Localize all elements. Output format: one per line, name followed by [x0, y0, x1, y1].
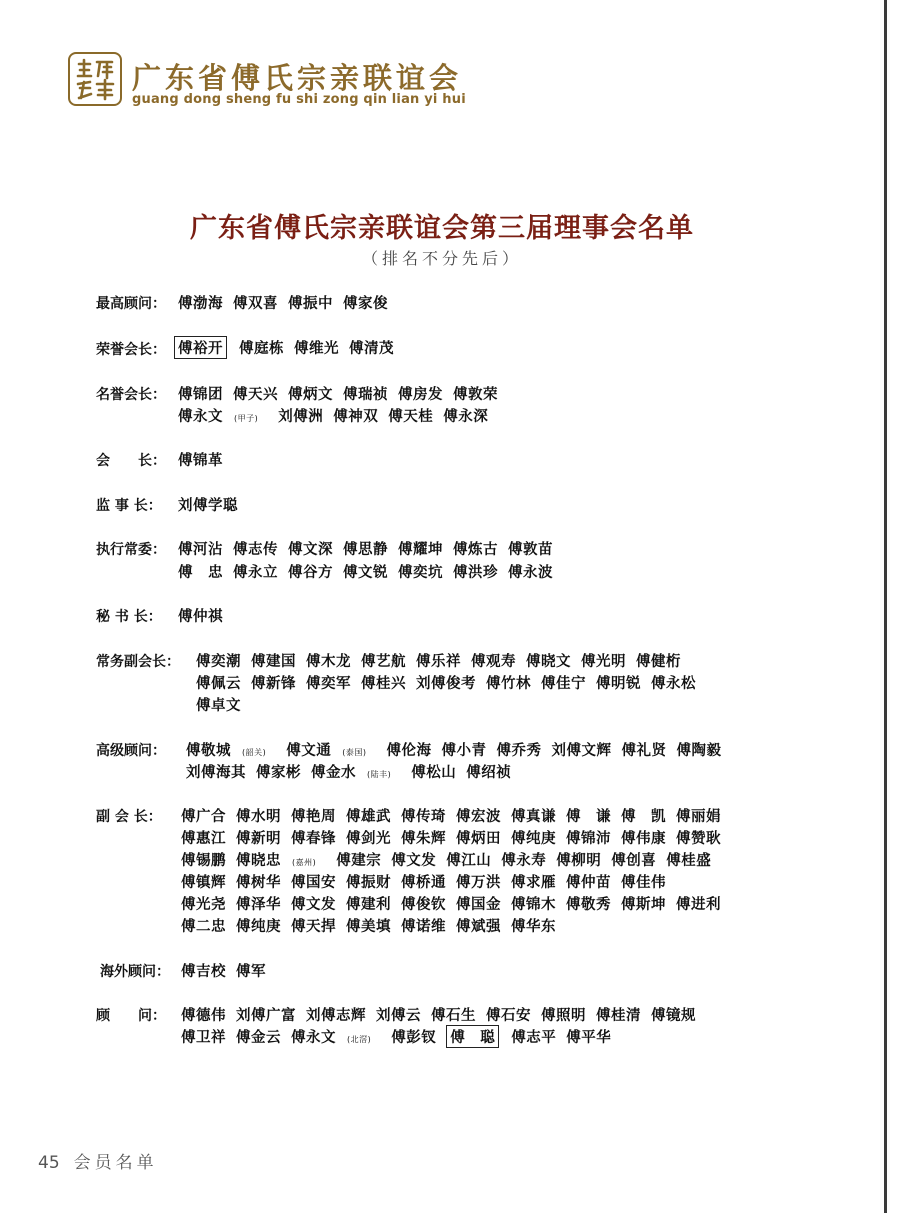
member-name: 傅天兴: [233, 387, 278, 403]
member-name: 傅斯坤: [621, 897, 666, 913]
member-name: 傅敦荣: [453, 387, 498, 403]
member-name: [236, 849, 326, 870]
member-name: 傅维光: [294, 341, 339, 357]
member-note: (甲子): [234, 414, 259, 423]
member-note: (陆丰): [367, 770, 392, 779]
member-name: 傅永深: [443, 409, 489, 425]
member-note: (北滘): [347, 1035, 372, 1044]
name-line: [181, 871, 676, 892]
member-name: 傅佩云: [196, 676, 241, 692]
member-note: (韶关): [242, 748, 267, 757]
section-label: 秘 书 长：: [96, 609, 162, 625]
member-name: 傅雄武: [346, 809, 391, 825]
member-name: 傅晓文: [526, 654, 571, 670]
member-name: 傅丽娟: [676, 809, 721, 825]
member-name: 刘傅志辉: [306, 1008, 366, 1024]
member-name: 傅伦海: [386, 743, 432, 759]
member-name: 傅礼贤: [621, 743, 667, 759]
section-label: 高级顾问：: [96, 743, 166, 759]
member-name: 傅谷方: [288, 565, 333, 581]
member-note: (嘉州): [292, 858, 317, 867]
section-label: 顾 问：: [96, 1008, 166, 1024]
member-name: 傅振中: [288, 296, 333, 312]
member-name: 傅志平: [511, 1030, 557, 1046]
member-name: 傅真谦: [511, 809, 556, 825]
name-line: [178, 449, 233, 470]
member-name: 傅文发: [391, 853, 437, 869]
member-name: 傅泽华: [236, 897, 281, 913]
member-name: 傅光明: [581, 654, 626, 670]
member-name: 傅建利: [346, 897, 391, 913]
footer-section-title: 会员名单: [73, 1153, 158, 1173]
member-name: 傅进利: [676, 897, 721, 913]
member-name: 傅天捍: [291, 919, 336, 935]
member-name: [291, 1026, 381, 1047]
member-name: 傅天桂: [388, 409, 434, 425]
member-name: 傅松山: [411, 765, 457, 781]
member-name: 傅锦团: [178, 387, 223, 403]
member-name: 傅广合: [181, 809, 226, 825]
member-name: 傅文锐: [343, 565, 388, 581]
name-line: [181, 960, 276, 981]
member-name-text: 傅晓忠: [236, 853, 281, 869]
member-name: 傅清茂: [349, 341, 394, 357]
member-name: 傅志传: [233, 542, 278, 558]
member-name: 傅明锐: [596, 676, 641, 692]
name-line: [196, 672, 706, 693]
member-name: 傅美填: [346, 919, 391, 935]
name-line: [178, 405, 498, 426]
name-line: [181, 893, 731, 914]
member-name: 傅健桁: [636, 654, 681, 670]
member-name: 傅房发: [398, 387, 443, 403]
member-name: 傅新锋: [251, 676, 296, 692]
name-line: [196, 650, 691, 671]
member-name: 傅水明: [236, 809, 281, 825]
member-name: 傅敬秀: [566, 897, 611, 913]
member-name: 傅耀坤: [398, 542, 443, 558]
member-name: [178, 405, 268, 426]
name-line: [181, 915, 566, 936]
name-line: [178, 561, 563, 582]
member-name: 傅江山: [446, 853, 492, 869]
member-name: 傅佳伟: [621, 875, 666, 891]
member-name: 傅 忠: [178, 565, 223, 581]
member-name: 傅新明: [236, 831, 281, 847]
member-name: 傅国安: [291, 875, 336, 891]
member-name: 傅镜规: [651, 1008, 696, 1024]
member-name: 傅锡鹏: [181, 853, 226, 869]
member-name: 傅卓文: [196, 698, 241, 714]
member-name: 傅炼古: [453, 542, 498, 558]
member-name: 傅仲苗: [566, 875, 611, 891]
member-name: 傅艺航: [361, 654, 406, 670]
member-name: 傅柳明: [556, 853, 602, 869]
member-name: [311, 761, 401, 782]
member-name: 傅文发: [291, 897, 336, 913]
name-line: [181, 1004, 706, 1025]
member-name: 傅神双: [333, 409, 379, 425]
member-name: 傅渤海: [178, 296, 223, 312]
member-name: 傅树华: [236, 875, 281, 891]
member-name: 傅剑光: [346, 831, 391, 847]
member-name: 傅锦沛: [566, 831, 611, 847]
member-name: 傅吉校: [181, 964, 226, 980]
name-line: [181, 849, 721, 870]
member-name-text: 傅敬城: [186, 743, 231, 759]
page-edge-divider: [884, 0, 887, 1213]
member-name: 傅桂盛: [666, 853, 712, 869]
name-line: [174, 336, 404, 359]
member-name: 傅卫祥: [181, 1030, 226, 1046]
section-label: 监 事 长：: [96, 498, 162, 514]
member-name: 傅小青: [441, 743, 487, 759]
member-name: 傅照明: [541, 1008, 586, 1024]
member-name: 刘傅广富: [236, 1008, 296, 1024]
member-name: 傅朱辉: [401, 831, 446, 847]
member-name: 傅锦木: [511, 897, 556, 913]
member-name: 傅锦革: [178, 453, 223, 469]
member-note: (泰国): [342, 748, 367, 757]
member-name: 傅木龙: [306, 654, 351, 670]
member-name: 傅求雁: [511, 875, 556, 891]
member-name: [286, 739, 376, 760]
member-name: 傅思静: [343, 542, 388, 558]
member-name: 刘傅学聪: [178, 498, 238, 514]
member-name: 傅永波: [508, 565, 553, 581]
member-name: 傅镇辉: [181, 875, 226, 891]
member-name: 傅创喜: [611, 853, 657, 869]
member-name: 傅振财: [346, 875, 391, 891]
member-name: 傅华东: [511, 919, 556, 935]
member-name: 傅桂兴: [361, 676, 406, 692]
member-name: 傅惠江: [181, 831, 226, 847]
member-name: 傅文深: [288, 542, 333, 558]
section-label: 海外顾问：: [100, 964, 170, 980]
member-name: 傅宏波: [456, 809, 501, 825]
member-name: 傅陶毅: [676, 743, 722, 759]
section-label: 常务副会长：: [96, 654, 180, 670]
member-name: 傅赞耿: [676, 831, 721, 847]
member-name: 傅建国: [251, 654, 296, 670]
member-name: 傅观寿: [471, 654, 516, 670]
name-line: [178, 383, 508, 404]
seal-logo-icon: [68, 52, 122, 106]
member-name: 傅石生: [431, 1008, 476, 1024]
member-name: 傅庭栋: [239, 341, 284, 357]
member-name: 傅炳文: [288, 387, 333, 403]
member-name-text: 傅文通: [286, 743, 332, 759]
member-name: 傅 凯: [621, 809, 666, 825]
member-name: 傅双喜: [233, 296, 278, 312]
section-label: 荣誉会长：: [96, 342, 166, 358]
member-name: [186, 739, 276, 760]
member-name-boxed: 傅裕开: [174, 336, 227, 359]
name-line: [178, 605, 233, 626]
member-name: 傅奕坑: [398, 565, 443, 581]
member-name: 刘傅文辉: [551, 743, 612, 759]
member-name: 傅斌强: [456, 919, 501, 935]
member-name: 傅仲祺: [178, 609, 223, 625]
member-name: 傅佳宁: [541, 676, 586, 692]
section-label: 执行常委：: [96, 542, 166, 558]
brand-name-chinese: 广东省傅氏宗亲联谊会: [132, 61, 463, 95]
member-name: 傅竹林: [486, 676, 531, 692]
member-name: 刘傅洲: [278, 409, 324, 425]
member-name: 刘傅海其: [186, 765, 246, 781]
member-name: 傅桂清: [596, 1008, 641, 1024]
member-name: 傅乔秀: [496, 743, 542, 759]
member-name: 傅传琦: [401, 809, 446, 825]
page-footer: [38, 1148, 158, 1173]
member-name: 傅敦苗: [508, 542, 553, 558]
member-name: 傅二忠: [181, 919, 226, 935]
member-name: 傅艳周: [291, 809, 336, 825]
member-name: 傅军: [236, 964, 266, 980]
section-label: 副 会 长：: [96, 809, 162, 825]
name-line: [186, 739, 732, 760]
member-name: 傅永寿: [501, 853, 547, 869]
member-name-text: 傅永文: [291, 1030, 336, 1046]
section-label: 会 长：: [96, 453, 166, 469]
name-line: [181, 1025, 621, 1048]
name-line: [181, 805, 731, 826]
name-line: [181, 827, 731, 848]
member-name-boxed: 傅 聪: [446, 1025, 499, 1048]
member-name: 刘傅俊考: [416, 676, 476, 692]
member-name: 傅俊钦: [401, 897, 446, 913]
brand-name-pinyin: guang dong sheng fu shi zong qin lian yi hui: [132, 92, 466, 107]
member-name: 傅光尧: [181, 897, 226, 913]
document-title: 广东省傅氏宗亲联谊会第三届理事会名单: [190, 213, 694, 244]
member-name: 傅春锋: [291, 831, 336, 847]
member-name: 傅河沾: [178, 542, 223, 558]
page-number: 45: [38, 1153, 60, 1173]
member-name: 傅奕潮: [196, 654, 241, 670]
document-subtitle: （排名不分先后）: [361, 249, 522, 268]
member-name: 傅石安: [486, 1008, 531, 1024]
header-logo: [68, 52, 548, 112]
member-name: 傅永立: [233, 565, 278, 581]
section-label: 名誉会长：: [96, 387, 166, 403]
section-label: 最高顾问：: [96, 296, 166, 312]
member-name: 傅奕军: [306, 676, 351, 692]
member-name: 傅绍祯: [466, 765, 512, 781]
member-name: 刘傅云: [376, 1008, 421, 1024]
name-line: [196, 694, 251, 715]
member-name: 傅德伟: [181, 1008, 226, 1024]
member-name: 傅桥通: [401, 875, 446, 891]
member-name: 傅家彬: [256, 765, 301, 781]
member-name: 傅纯庚: [511, 831, 556, 847]
member-name: 傅金云: [236, 1030, 281, 1046]
member-name-text: 傅金水: [311, 765, 356, 781]
member-name: 傅洪珍: [453, 565, 498, 581]
name-line: [178, 538, 563, 559]
member-name: 傅诺维: [401, 919, 446, 935]
member-name: 傅永松: [651, 676, 696, 692]
member-name-text: 傅永文: [178, 409, 223, 425]
member-name: 傅彭钗: [391, 1030, 437, 1046]
member-name: 傅乐祥: [416, 654, 461, 670]
member-name: 傅家俊: [343, 296, 388, 312]
member-name: 傅纯庚: [236, 919, 281, 935]
member-name: 傅平华: [566, 1030, 612, 1046]
member-name: 傅瑞祯: [343, 387, 388, 403]
member-name: 傅伟康: [621, 831, 666, 847]
name-line: [186, 761, 521, 782]
member-name: 傅建宗: [336, 853, 382, 869]
member-name: 傅国金: [456, 897, 501, 913]
member-name: 傅炳田: [456, 831, 501, 847]
member-name: 傅 谦: [566, 809, 611, 825]
name-line: [178, 494, 248, 515]
member-name: 傅万洪: [456, 875, 501, 891]
name-line: [178, 292, 398, 313]
